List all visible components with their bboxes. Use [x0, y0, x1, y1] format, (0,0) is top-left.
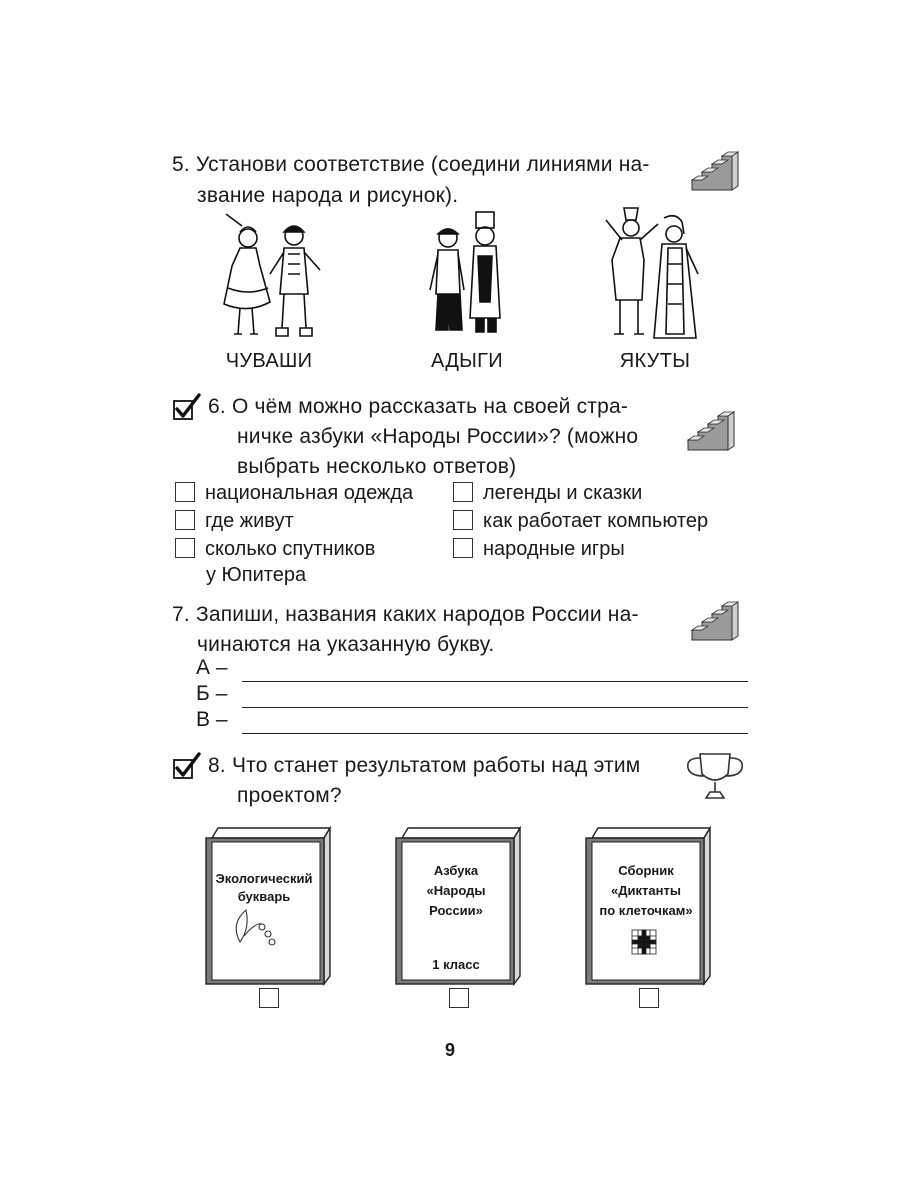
- answer-row-a[interactable]: [196, 656, 228, 680]
- book-ecological-primer: [204, 824, 332, 988]
- answer-letter: А –: [196, 656, 228, 679]
- page-number: 9: [444, 1040, 455, 1060]
- answer-letter: Б –: [196, 682, 228, 705]
- book-checkbox[interactable]: [639, 988, 659, 1008]
- checkmark-icon: [172, 752, 202, 780]
- stairs-icon: [688, 150, 744, 194]
- q6-line2: ничке азбуки «Народы России»? (можно: [237, 425, 639, 448]
- q5-line2: звание народа и рисунок).: [197, 184, 459, 207]
- option-label: как работает компьютер: [483, 510, 709, 533]
- checkbox[interactable]: [175, 538, 195, 558]
- option-label: народные игры: [483, 538, 625, 561]
- book-title-line: Сборник: [618, 863, 674, 878]
- option-where-live[interactable]: [175, 508, 294, 535]
- checkbox[interactable]: [175, 510, 195, 530]
- book-title-line: Азбука: [433, 863, 479, 878]
- checkbox[interactable]: [453, 510, 473, 530]
- q5-line1: 5. Установи соответствие (соедини линиями на-: [172, 153, 650, 176]
- option-label: сколько спутников: [205, 538, 376, 561]
- q7-line2: чинаются на указанную букву.: [197, 633, 495, 656]
- book-title-line: «Диктанты: [611, 883, 681, 898]
- book-title-line: «Народы: [426, 883, 486, 898]
- option-national-clothes[interactable]: [175, 480, 413, 507]
- stairs-icon: [688, 600, 744, 644]
- caption-yakuty: ЯКУТЫ: [619, 350, 691, 372]
- caption-chuvash: ЧУВАШИ: [225, 350, 313, 372]
- book-checkbox[interactable]: [259, 988, 279, 1008]
- option-label-continued: у Юпитера: [206, 564, 307, 586]
- book-title-line: по клеточкам»: [599, 903, 693, 918]
- answer-letter: В –: [196, 708, 228, 731]
- answer-row-v[interactable]: [196, 708, 228, 732]
- caption-adygi: АДЫГИ: [431, 350, 503, 372]
- checkbox[interactable]: [453, 482, 473, 502]
- people-illustration-2: [418, 206, 518, 346]
- q8-line1: 8. Что станет результатом работы над этим: [208, 754, 641, 777]
- q6-line3: выбрать несколько ответов): [237, 455, 517, 478]
- q7-line1: 7. Запиши, названия каких народов России на-: [172, 603, 639, 626]
- option-folk-games[interactable]: [453, 536, 625, 563]
- book-title-line: России»: [429, 903, 483, 918]
- option-how-computer-works[interactable]: [453, 508, 708, 535]
- q6-line1: 6. О чём можно рассказать на своей стра-: [208, 395, 629, 418]
- option-label: национальная одежда: [205, 482, 414, 505]
- checkbox[interactable]: [453, 538, 473, 558]
- people-illustration-1: [212, 208, 332, 348]
- checkbox[interactable]: [175, 482, 195, 502]
- answer-line[interactable]: [242, 707, 748, 708]
- q8-line2: проектом?: [237, 784, 342, 807]
- option-legends-tales[interactable]: [453, 480, 642, 507]
- people-illustration-3: [598, 204, 708, 346]
- answer-line[interactable]: [242, 681, 748, 682]
- answer-line[interactable]: [242, 733, 748, 734]
- checkmark-icon: [172, 393, 202, 421]
- option-label: легенды и сказки: [483, 482, 643, 505]
- stairs-icon: [684, 410, 740, 454]
- book-checkbox[interactable]: [449, 988, 469, 1008]
- book-footer: 1 класс: [432, 957, 480, 972]
- book-title-line: Экологический: [215, 871, 313, 886]
- option-jupiter-satellites[interactable]: [175, 536, 375, 563]
- book-title-line: букварь: [237, 889, 291, 904]
- option-label: где живут: [205, 510, 294, 533]
- trophy-icon: [682, 748, 748, 804]
- answer-row-b[interactable]: [196, 682, 227, 706]
